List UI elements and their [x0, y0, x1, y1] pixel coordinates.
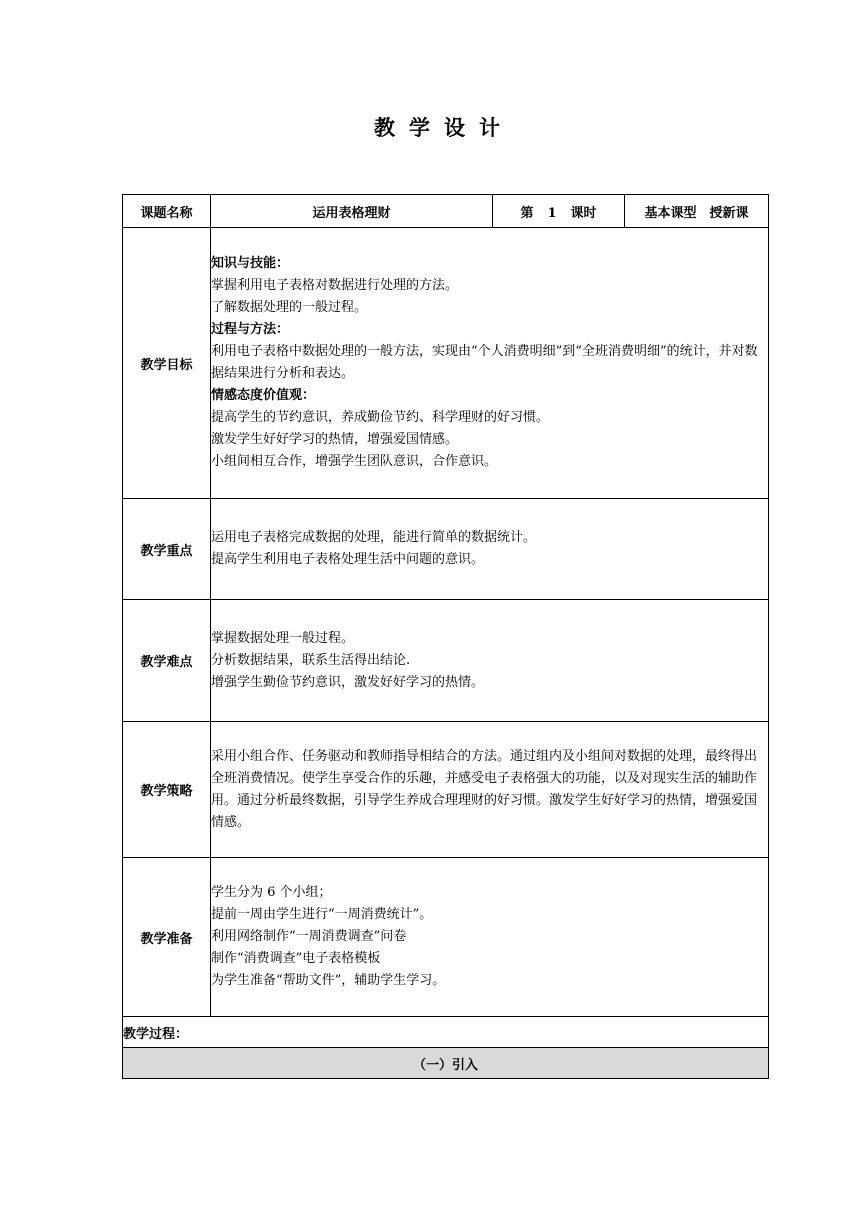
- section-row: [123, 1048, 769, 1079]
- topic-label: 课题名称: [123, 195, 211, 228]
- process-line: 利用电子表格中数据处理的一般方法，实现由“个人消费明细”到“全班消费明细”的统计，并对数据结果进行分析和表达。: [211, 344, 758, 381]
- preparation-line: 为学生准备“帮助文件”，辅助学生学习。: [211, 973, 446, 988]
- difficulties-content: [211, 600, 769, 722]
- difficulties-row: [123, 600, 769, 722]
- knowledge-heading: 知识与技能：: [211, 256, 290, 271]
- preparation-line: 利用网络制作“一周消费调查”问卷: [211, 929, 407, 944]
- strategy-text: 采用小组合作、任务驱动和教师指导相结合的方法。通过组内及小组间对数据的处理，最终得出全班消费情况。使学生享受合作的乐趣，并感受电子表格强大的功能，以及对现实生活的辅助作用。通过分析最终数据，引导学生养成合理理财的好习惯。激发学生好好学习的热情，增强爱国情感。: [211, 748, 758, 830]
- lesson-suffix: 课时: [570, 205, 597, 221]
- process-heading: 过程与方法：: [211, 322, 290, 337]
- lesson-design-table: [122, 194, 769, 1079]
- process-heading-row: [123, 1017, 769, 1048]
- lesson-count: [493, 195, 625, 228]
- process-label: 教学过程：: [123, 1017, 769, 1048]
- preparation-line: 学生分为 6 个小组；: [211, 885, 332, 900]
- preparation-label: 教学准备: [123, 858, 211, 1017]
- knowledge-line: 了解数据处理的一般过程。: [211, 300, 368, 315]
- preparation-line: 制作“消费调查”电子表格模板: [211, 951, 381, 966]
- difficulties-label: 教学难点: [123, 600, 211, 722]
- strategy-label: 教学策略: [123, 722, 211, 858]
- emotion-line: 提高学生的节约意识，养成勤俭节约、科学理财的好习惯。: [211, 410, 550, 425]
- strategy-row: [123, 722, 769, 858]
- header-row: [123, 195, 769, 228]
- key-point-line: 运用电子表格完成数据的处理，能进行简单的数据统计。: [211, 530, 537, 545]
- key-points-label: 教学重点: [123, 499, 211, 600]
- difficulty-line: 掌握数据处理一般过程。: [211, 630, 355, 646]
- lesson-prefix: 第: [520, 205, 534, 221]
- key-points-row: [123, 499, 769, 600]
- goals-label: 教学目标: [123, 228, 211, 499]
- emotion-line: 小组间相互合作，增强学生团队意识，合作意识。: [211, 454, 498, 469]
- difficulty-line: 增强学生勤俭节约意识，激发好好学习的热情。: [211, 674, 485, 690]
- preparation-content: [211, 858, 769, 1017]
- emotion-heading: 情感态度价值观：: [211, 388, 316, 403]
- lesson-type: 基本课型 授新课: [625, 195, 769, 228]
- difficulty-line: 分析数据结果，联系生活得出结论.: [211, 652, 411, 668]
- emotion-line: 激发学生好好学习的热情，增强爱国情感。: [211, 432, 459, 447]
- strategy-content: [211, 722, 769, 858]
- topic-value: 运用表格理财: [211, 195, 493, 228]
- goals-row: [123, 228, 769, 499]
- key-points-content: [211, 499, 769, 600]
- section-intro: （一）引入: [123, 1048, 769, 1079]
- document-title: 教学设计: [374, 116, 514, 140]
- knowledge-line: 掌握利用电子表格对数据进行处理的方法。: [211, 278, 459, 293]
- key-point-line: 提高学生利用电子表格处理生活中问题的意识。: [211, 552, 485, 567]
- preparation-row: [123, 858, 769, 1017]
- lesson-number: 1: [547, 205, 557, 221]
- preparation-line: 提前一周由学生进行“一周消费统计”。: [211, 907, 433, 922]
- goals-content: [211, 228, 769, 499]
